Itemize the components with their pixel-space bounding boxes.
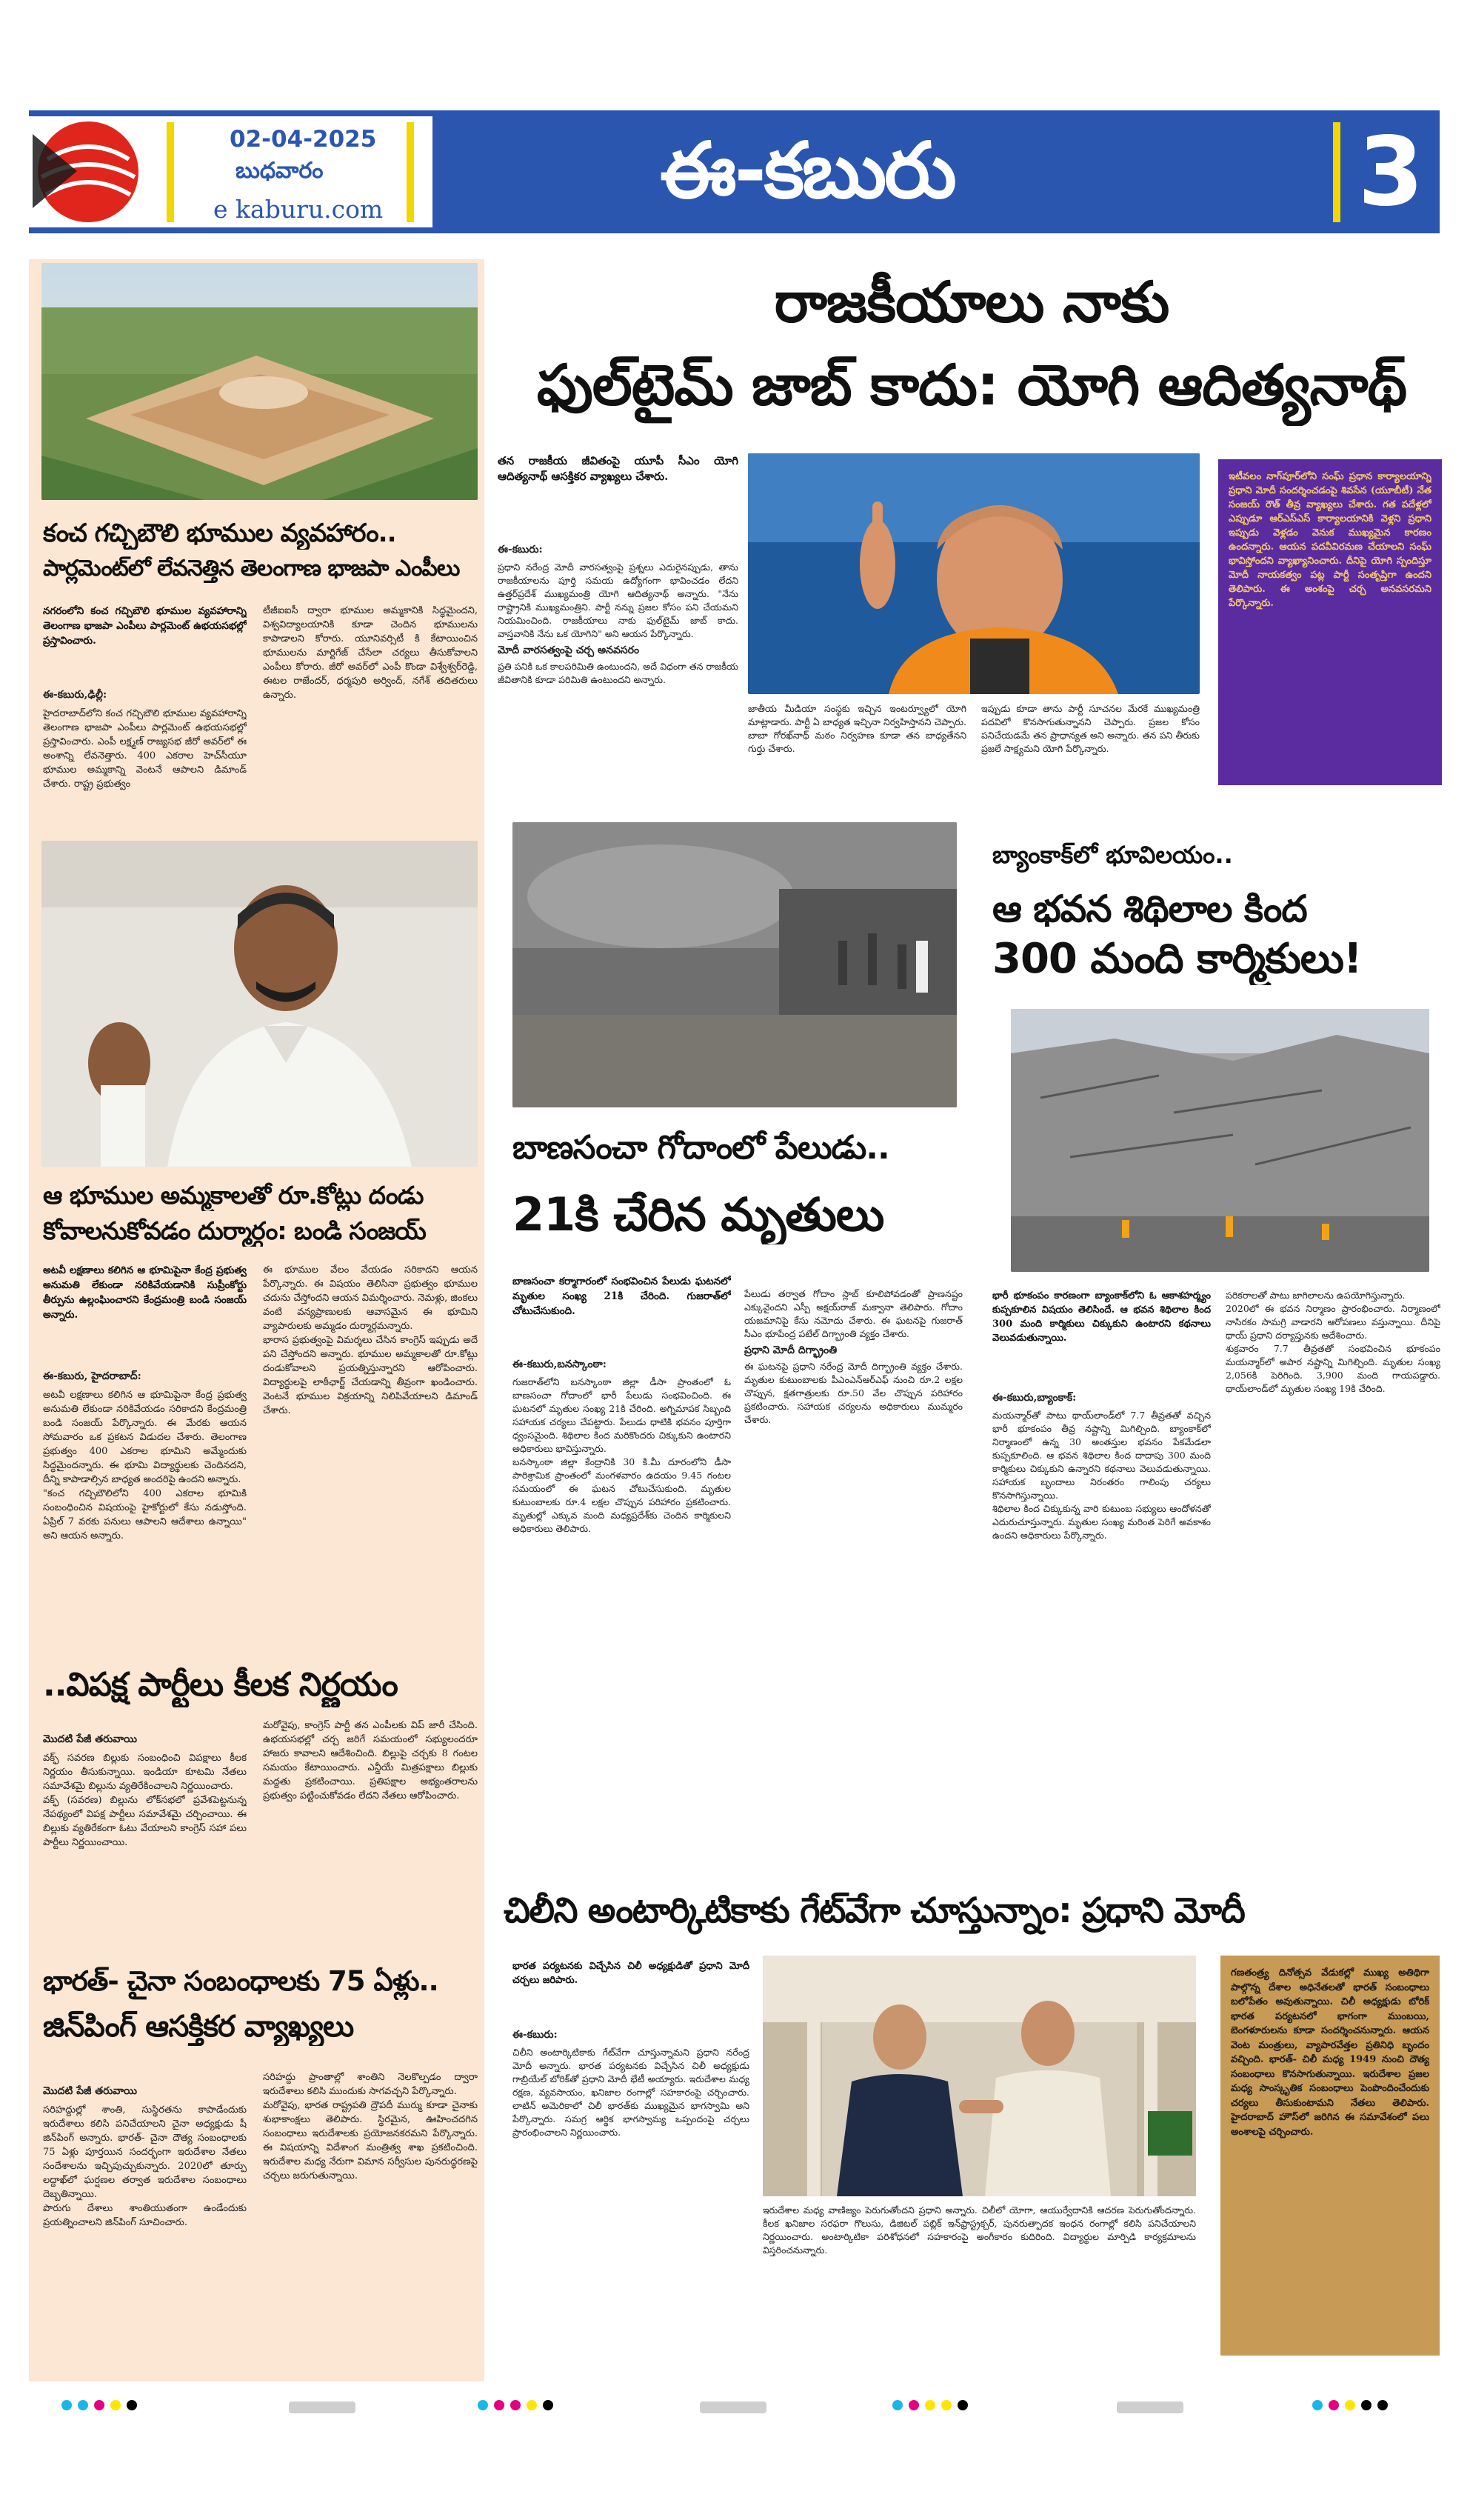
blast-photo — [512, 822, 957, 1107]
blast-body-2b: ఈ ఘటనపై ప్రధాని నరేంద్ర మోదీ దిగ్భ్రాంతి వ్యక్తం చేశారు. మృతుల కుటుంబాలకు పీఎంఎన్‌ఆర్‌ఎఫ్‌ నుంచి రూ.2 లక్షల చొప్పున, క్షతగాత్రులకు రూ.50 వేల చొప్పున పరిహారం ప్రకటించారు. సహాయక చర్యలను అధికారులు ముమ్మరం చేశారు. — [744, 1361, 963, 1425]
china-headline-1: భారత్‌- చైనా సంబంధాలకు 75 ఏళ్లు.. — [43, 1965, 438, 1997]
bandi-headline-2: కోవాలనుకోవడం దుర్మార్గం: బండి సంజయ్ — [43, 1216, 426, 1245]
gold-sidebar-text: గణతంత్ర్య దినోత్సవ వేడుకల్లో ముఖ్య అతిథిగా పాల్గొన్న దేశాల అధినేతలతో భారత్‌ సంబంధాలు బలోపేతం అవుతున్నాయి. చిలీ అధ్యక్షుడు బోరిక్‌ భారత పర్యటనలో భాగంగా ముంబయి, బెంగళూరులను కూడా సందర్శించనున్నారు. ఆయన వెంట మంత్రులు, వ్యాపారవేత్తల ప్రతినిధి బృందం వచ్చింది. భారత్‌- చిలీ మధ్య 1949 నుంచి దౌత్య సంబంధాలు కొనసాగుతున్నాయి. ఇరుదేశాల ప్రజల మధ్య సాంస్కృతిక సంబంధాలు పెంపొందించేందుకు చర్యలు తీసుకుంటామని నేతలు తెలిపారు. హైదరాబాద్‌ హౌస్‌లో జరిగిన ఈ సమావేశంలో పలు అంశాలపై చర్చించారు. — [1231, 1967, 1429, 2138]
opposition-body-1: వక్ఫ్‌ సవరణ బిల్లుకు సంబంధించి విపక్షాలు కీలక నిర్ణయం తీసుకున్నాయి. ఇండియా కూటమి నేతలు సమావేశమై బిల్లును వ్యతిరేకించాలని నిర్ణయించారు. వక్ఫ్‌ (సవరణ) బిల్లును లోక్‌సభలో ప్రవేశపెట్టనున్న నేపథ్యంలో విపక్ష పార్టీలు సమావేశమై చర్చించాయి. ఈ బిల్లుకు వ్యతిరేకంగా ఓటు వేయాలని కాంగ్రెస్‌ సహా పలు పార్టీలు నిర్ణయించాయి. — [43, 1753, 247, 1848]
bandi-body-1: అటవీ లక్షణాలు కలిగిన ఆ భూమిపైనా కేంద్ర ప్రభుత్వ అనుమతి లేకుండా నరికివేయడం సరికాదని కేంద్రమంత్రి బండి సంజయ్‌ పేర్కొన్నారు. ఈ మేరకు ఆయన సోమవారం ఒక ప్రకటన విడుదల చేశారు. తెలంగాణ ప్రభుత్వం 400 ఎకరాల భూమిని అమ్మేందుకు సిద్ధమైందన్నారు. ఈ భూమి విద్యార్థులకు చెందినదని, దీన్ని కాపాడాల్సిన బాధ్యత అందరిపై ఉందని అన్నారు. "కంచ గచ్చిబౌలిలోని 400 ఎకరాల భూమికి సంబంధించిన విషయంపై హైకోర్టులో కేసు నడుస్తోంది. ఏప్రిల్‌ 7 వరకు పనులు ఆపాలని ఆదేశాలు ఉన్నాయి" అని ఆయన అన్నారు. — [43, 1390, 247, 1541]
bandi-sanjay-photo — [41, 841, 478, 1167]
kancha-byline: ఈ-కబురు,ఢిల్లీ: — [43, 689, 107, 701]
parliament-photo — [41, 263, 478, 500]
opposition-col-1 — [43, 1719, 247, 1930]
gold-sidebar — [1220, 1956, 1440, 2356]
china-body-1: సరిహద్దుల్లో శాంతి, సుస్థిరతను కాపాడేందుకు ఇరుదేశాలు కలిసి పనిచేయాలని చైనా అధ్యక్షుడు షీ జిన్‌పింగ్‌ అన్నారు. భారత్‌- చైనా దౌత్య సంబంధాలకు 75 ఏళ్లు పూర్తయిన సందర్భంగా ఇరుదేశాల నేతలు సందేశాలను ఇచ్చిపుచ్చుకున్నారు. 2020లో తూర్పు లద్దాఖ్‌లో ఘర్షణల తర్వాత ఇరుదేశాల సంబంధాలు దెబ్బతిన్నాయి. పొరుగు దేశాలు శాంతియుతంగా ఉండేందుకు ప్రయత్నించాలని జిన్‌పింగ్‌ సూచించారు. — [43, 2104, 247, 2228]
kancha-col-1 — [43, 674, 247, 804]
registration-marks-4 — [1312, 2400, 1401, 2415]
bangkok-headline-2: 300 మంది కార్మికులు! — [992, 935, 1362, 983]
bandi-byline: ఈ-కబురు, హైదరాబాద్‌: — [43, 1370, 141, 1382]
kancha-lead: నగరంలోని కంచ గచ్చిబౌలి భూముల వ్యవహారాన్ని తెలంగాణ భాజపా ఎంపీలు పార్లమెంట్‌ ఉభయసభల్లో ప్రస్తావించారు. — [43, 605, 247, 647]
chile-lead: భారత పర్యటనకు విచ్చేసిన చిలీ అధ్యక్షుడితో ప్రధాని మోదీ చర్చలు జరిపారు. — [512, 1961, 749, 1986]
yogi-body-1b: ప్రతి పనికి ఒక కాలపరిమితి ఉంటుందని, అదే విధంగా తన రాజకీయ జీవితానికి కూడా పరిమితి ఉంటుందని అన్నారు. — [498, 661, 738, 685]
site-url: e kaburu.com — [213, 195, 384, 224]
registration-marks-2 — [478, 2400, 567, 2415]
blast-col-2 — [744, 1274, 963, 1848]
blast-body-2: పేలుడు తర్వాత గోదాం స్లాబ్‌ కూలిపోవడంతో ప్రాణనష్టం ఎక్కువైందని ఎస్పీ అక్షయ్‌రాజ్‌ మక్వానా తెలిపారు. గోదాం యజమానిపై కేసు నమోదు చేశారు. ఈ ఘటనపై గుజరాత్‌ సీఎం భూపేంద్ర పటేల్‌ దిగ్భ్రాంతి వ్యక్తం చేశారు. — [744, 1288, 963, 1339]
yogi-headline-1: రాజకీయాలు నాకు — [774, 269, 1169, 335]
bangkok-byline: ఈ-కబురు,బ్యాంకాక్‌: — [992, 1392, 1077, 1404]
blast-col-1 — [512, 1344, 731, 1848]
opposition-headline: ..విపక్ష పార్టీలు కీలక నిర్ణయం — [43, 1666, 398, 1704]
yellow-bar-3 — [1333, 122, 1340, 222]
bandi-col-2: ఈ భూముల వేలం వేయడం సరికాదని ఆయన పేర్కొన్నారు. ఈ విషయం తెలిసినా ప్రభుత్వం భూముల చదును చేస్తోందని ఆయన విమర్శించారు. నెమళ్లు, జింకలు వంటి వన్యప్రాణులకు ఆవాసమైన ఈ భూమిని వ్యాపారులకు అమ్మడం దుర్మార్గమన్నారు. భారాస ప్రభుత్వంపై విమర్శలు చేసిన కాంగ్రెస్‌ ఇప్పుడు అదే పని చేస్తోందని అన్నారు. భూముల అమ్మకాలతో రూ.కోట్లు దండుకోవాలని ప్రయత్నిస్తున్నారని ఆరోపించారు. విద్యార్థులపై లాఠీఛార్జ్‌ చేయడాన్ని తీవ్రంగా ఖండించారు. వెంటనే భూముల విక్రయాన్ని నిలిపివేయాలని డిమాండ్‌ చేశారు. — [263, 1264, 478, 1416]
purple-sidebar-text: ఇటీవలం నాగ్‌పూర్‌లోని సంఘ్‌ ప్రధాన కార్యాలయాన్ని ప్రధాని మోదీ సందర్శించడంపై శివసేన (యూబీటీ) నేత సంజయ్‌ రౌత్‌ తీవ్ర వ్యాఖ్యలు చేశారు. గత పదేళ్లలో ఎప్పుడూ ఆర్‌ఎస్‌ఎస్‌ కార్యాలయానికి వెళ్లని ప్రధాని ఇప్పుడు వెళ్లడం వెనుక ముఖ్యమైన కారణం ఉందన్నారు. ఆయన పదవీవిరమణ చేయాలని సంఘ్‌ భావిస్తోందని వ్యాఖ్యానించారు. దీనిపై యోగి స్పందిస్తూ మోదీ నాయకత్వం పట్ల పార్టీ సంతృప్తిగా ఉందని తెలిపారు. ఈ అంశంపై చర్చ అనవసరమని పేర్కొన్నారు. — [1229, 471, 1431, 609]
modi-boric-photo — [763, 1956, 1196, 2196]
grey-bar-2 — [700, 2401, 766, 2413]
chile-body-1: చిలీని అంటార్కిటికాకు గేట్‌వేగా చూస్తున్నామని ప్రధాని నరేంద్ర మోదీ అన్నారు. భారత పర్యటనకు విచ్చేసిన చిలీ అధ్యక్షుడు గాబ్రియేల్‌ బోరిక్‌తో ప్రధాని మోదీ భేటీ అయ్యారు. ఇరుదేశాల మధ్య రక్షణ, వ్యవసాయం, ఖనిజాల రంగాల్లో సహకారంపై చర్చించారు. లాటిన్‌ అమెరికాలో చిలీ భారత్‌కు ముఖ్యమైన భాగస్వామి అని పేర్కొన్నారు. సమగ్ర ఆర్థిక భాగస్వామ్య ఒప్పందంపై చర్చలు ప్రారంభించాలని నిర్ణయించారు. — [512, 2047, 749, 2138]
issue-day: బుధవారం — [235, 158, 324, 184]
yellow-bar-2 — [407, 122, 414, 222]
yogi-col-3: ఇప్పుడు కూడా తాను పార్టీ సూచనల మేరకే ముఖ్యమంత్రి పదవిలో కొనసాగుతున్నానని చెప్పారు. ప్రజల కోసం పనిచేయడమే తన ప్రాధాన్యత అని అన్నారు. తన పని తీరుకు ప్రజలే సాక్ష్యమని యోగి పేర్కొన్నారు. — [981, 703, 1200, 754]
registration-marks-3 — [892, 2400, 981, 2415]
blast-headline-2: 21కి చేరిన మృతులు — [512, 1187, 884, 1241]
yogi-col-2: జాతీయ మీడియా సంస్థకు ఇచ్చిన ఇంటర్వ్యూలో యోగి మాట్లాడారు. పార్టీ ఏ బాధ్యత ఇచ్చినా నిర్వహిస్తానని చెప్పారు. బాబా గోరఖ్‌నాథ్‌ మఠం నిర్వహణ కూడా తన బాధ్యతేనని గుర్తు చేశారు. — [748, 703, 966, 754]
kancha-col-2: టీజీఐఐసీ ద్వారా భూముల అమ్మకానికి సిద్ధమైందని, విశ్వవిద్యాలయానికి కూడా చెందిన భూములను కాపాడాలని కోరారు. యూనివర్సిటీ కి కేటాయించిన భూములను మార్టిగేజ్‌ చేసేలా చర్యలు తీసుకోవాలని ఎంపీలు కోరారు. జీరో అవర్‌లో ఎంపీ కొండా విశ్వేశ్వర్‌రెడ్డి, ఈటల రాజేందర్‌, ధర్మపురి అర్వింద్‌, నగేశ్‌ తదితరులు ఉన్నారు. — [263, 605, 478, 701]
yogi-col-1 — [498, 530, 738, 789]
purple-sidebar — [1218, 459, 1442, 785]
opposition-col-2: మరోవైపు, కాంగ్రెస్‌ పార్టీ తన ఎంపీలకు విప్‌ జారీ చేసింది. ఉభయసభల్లో చర్చ జరిగే సమయంలో సభ్యులందరూ హాజరు కావాలని ఆదేశించింది. బిల్లుపై చర్చకు 8 గంటల సమయం కేటాయించారు. ఎన్డీయే మిత్రపక్షాలు బిల్లుకు మద్దతు ప్రకటించాయి. ప్రతిపక్షాల అభ్యంతరాలను ప్రభుత్వం పట్టించుకోవడం లేదని నేతలు ఆరోపించారు. — [263, 1720, 478, 1801]
grey-bar-1 — [289, 2401, 355, 2413]
bangkok-body-1: మయన్మార్‌తో పాటు థాయ్‌లాండ్‌లో 7.7 తీవ్రతతో వచ్చిన భారీ భూకంపం తీవ్ర నష్టాన్ని మిగిల్చింది. బ్యాంకాక్‌లో నిర్మాణంలో ఉన్న 30 అంతస్తుల భవనం పేకమేడలా కుప్పకూలింది. ఆ భవన శిథిలాల కింద దాదాపు 300 మంది కార్మికులు చిక్కుకుని ఉన్నారని కథనాలు వెలువడుతున్నాయి. సహాయక బృందాలు నిరంతరం గాలింపు చర్యలు కొనసాగిస్తున్నాయి. శిథిలాల కింద చిక్కుకున్న వారి కుటుంబ సభ్యులు ఆందోళనతో ఎదురుచూస్తున్నారు. మృతుల సంఖ్య మరింత పెరిగే అవకాశం ఉందని అధికారులు పేర్కొన్నారు. — [992, 1410, 1211, 1541]
bangkok-col-2: పరికరాలతో పాటు జాగిలాలను ఉపయోగిస్తున్నారు. 2020లో ఈ భవన నిర్మాణం ప్రారంభించారు. నిర్మాణంలో నాసిరకం సామగ్రి వాడారని ఆరోపణలు వస్తున్నాయి. దీనిపై థాయ్‌ ప్రధాని దర్యాప్తునకు ఆదేశించారు. శుక్రవారం 7.7 తీవ్రతతో సంభవించిన భూకంపం మయన్మార్‌లో అపార నష్టాన్ని మిగిల్చింది. మృతుల సంఖ్య 2,056కి పెరిగింది. 3,900 మంది గాయపడ్డారు. థాయ్‌లాండ్‌లో మృతుల సంఖ్య 19కి చేరింది. — [1226, 1290, 1440, 1394]
yogi-subhead: మోదీ వారసత్వంపై చర్చ అనవసరం — [498, 644, 640, 656]
blast-headline-1: బాణసంచా గోదాంలో పేలుడు.. — [512, 1129, 889, 1167]
bangkok-col-1 — [992, 1378, 1211, 1848]
grey-bar-3 — [1117, 2401, 1183, 2413]
bangkok-headline-small: బ్యాంకాక్‌లో భూవిలయం.. — [992, 841, 1233, 869]
bangkok-rubble-photo — [1011, 1009, 1429, 1272]
issue-date: 02-04-2025 — [230, 126, 377, 153]
chile-byline: ఈ-కబురు: — [512, 2029, 558, 2041]
bangkok-headline-1: ఆ భవన శిథిలాల కింద — [992, 887, 1307, 930]
yellow-bar-1 — [167, 122, 174, 222]
china-col-2: సరిహద్దు ప్రాంతాల్లో శాంతిని నెలకొల్పడం ద్వారా ఇరుదేశాలు కలిసి ముందుకు సాగవచ్చని పేర్కొన్నారు. మరోవైపు, భారత రాష్ట్రపతి ద్రౌపదీ ముర్ము కూడా చైనాకు శుభాకాంక్షలు తెలిపారు. స్థిరమైన, ఊహించదగిన సంబంధాలు ఇరుదేశాలకు ప్రయోజనకరమని పేర్కొన్నారు. ఈ విషయాన్ని విదేశాంగ మంత్రిత్వ శాఖ ప్రకటించింది. ఇరుదేశాల మధ్య నేరుగా విమాన సర్వీసుల పునరుద్ధరణపై చర్చలు జరుగుతున్నాయి. — [263, 2072, 478, 2181]
page-number: 3 — [1357, 117, 1424, 227]
masthead-title: ఈ-కబురు — [660, 125, 955, 216]
opposition-byline: మొదటి పేజీ తరువాయి — [43, 1733, 137, 1745]
china-col-1 — [43, 2070, 247, 2367]
blast-body-1: గుజరాత్‌లోని బనస్కాంఠా జిల్లా డీసా ప్రాంతంలో ఓ బాణసంచా గోదాంలో భారీ పేలుడు సంభవించింది. ఈ ఘటనలో మృతుల సంఖ్య 21కి చేరింది. అగ్నిమాపక సిబ్బంది సహాయక చర్యలు చేపట్టారు. పేలుడు ధాటికి భవనం పూర్తిగా ధ్వంసమైంది. శిథిలాల కింద మరికొందరు చిక్కుకుని ఉంటారని అధికారులు భావిస్తున్నారు. బనస్కాంఠా జిల్లా కేంద్రానికి 30 కి.మీ దూరంలోని డీసా పారిశ్రామిక ప్రాంతంలో మంగళవారం ఉదయం 9.45 గంటల సమయంలో ఈ ఘటన చోటుచేసుకుంది. మృతుల కుటుంబాలకు రూ.4 లక్షల చొప్పున పరిహారం ప్రకటించారు. మృతుల్లో ఎక్కువ మంది మధ్యప్రదేశ్‌కు చెందిన కార్మికులని అధికారులు తెలిపారు. — [512, 1376, 731, 1534]
bangkok-lead: భారీ భూకంపం కారణంగా బ్యాంకాక్‌లోని ఓ ఆకాశహర్మ్యం కుప్పకూలిన విషయం తెలిసిందే. ఆ భవన శిథిలాల కింద 300 మంది కార్మికులు చిక్కుకుని ఉంటారని కథనాలు వెలువడుతున్నాయి. — [992, 1290, 1211, 1344]
chile-col-1 — [512, 2015, 749, 2359]
bandi-lead: అటవీ లక్షణాలు కలిగిన ఆ భూమిపైనా కేంద్ర ప్రభుత్వ అనుమతి లేకుండా నరికివేయడానికి సుప్రీంకోర్టు తీర్పును ఉల్లంఘించారని కేంద్రమంత్రి బండి సంజయ్‌ అన్నారు. — [43, 1264, 247, 1321]
chile-headline: చిలీని అంటార్కిటికాకు గేట్‌వేగా చూస్తున్నాం: ప్రధాని మోదీ — [504, 1890, 1245, 1931]
kancha-body-1: హైదరాబాద్‌లోని కంచ గచ్చిబౌలి భూముల వ్యవహారాన్ని తెలంగాణ భాజపా ఎంపీలు పార్లమెంట్‌ ఉభయసభల్లో ప్రస్తావించారు. ఎంపీ లక్ష్మణ్‌ రాజ్యసభ జీరో అవర్‌లో ఈ అంశాన్ని లేవనెత్తారు. 400 ఎకరాల హెచ్‌సీయూ భూముల అమ్మకాన్ని వెంటనే ఆపాలని డిమాండ్‌ చేశారు. రాష్ట్ర ప్రభుత్వం — [43, 708, 247, 790]
yogi-body-1: ప్రధాని నరేంద్ర మోదీ వారసత్వంపై ప్రశ్నలు ఎదురైనప్పుడు, తాను రాజకీయాలను పూర్తి సమయ ఉద్యోగంగా భావించడం లేదని ఉత్తర్‌ప్రదేశ్‌ ముఖ్యమంత్రి యోగి ఆదిత్యనాథ్‌ అన్నారు. "నేను రాష్ట్రానికి ముఖ్యమంత్రిని. పార్టీ నన్ను ప్రజల కోసం పని చేయమని నియమించింది. రాజకీయాలు నాకు ఫుల్‌టైమ్‌ జాబ్‌ కాదు. వాస్తవానికి నేను ఒక యోగిని" అని ఆయన పేర్కొన్నారు. — [498, 561, 738, 639]
china-byline: మొదటి పేజీ తరువాయి — [43, 2085, 137, 2097]
china-headline-2: జిన్‌పింగ్ ఆసక్తికర వ్యాఖ్యలు — [43, 2010, 354, 2044]
yogi-byline: ఈ-కబురు: — [498, 544, 543, 556]
kancha-headline-1: కంచ గచ్చిబౌలి భూముల వ్యవహారం.. — [43, 519, 396, 548]
blast-byline: ఈ-కబురు,బనస్కాంఠా: — [512, 1359, 607, 1370]
chile-col-2: ఇరుదేశాల మధ్య వాణిజ్యం పెరుగుతోందని ప్రధాని అన్నారు. చిలీలో యోగా, ఆయుర్వేదానికి ఆదరణ పెరుగుతోందన్నారు. కీలక ఖనిజాల సరఫరా గొలుసు, డిజిటల్‌ పబ్లిక్‌ ఇన్‌ఫ్రాస్ట్రక్చర్‌, పునరుత్పాదక ఇంధన రంగాల్లో కలిసి పనిచేయాలని నిర్ణయించారు. అంటార్కిటికా పరిశోధనలో సహకారంపై అంగీకారం కుదిరింది. విద్యార్థుల మార్పిడి కార్యక్రమాలను విస్తరించనున్నారు. — [763, 2204, 1196, 2256]
kancha-headline-2: పార్లమెంట్‌లో లేవనెత్తిన తెలంగాణ భాజపా ఎంపీలు — [43, 556, 460, 581]
bandi-col-1 — [43, 1356, 247, 1652]
yogi-photo — [748, 453, 1200, 694]
registration-marks-1 — [61, 2400, 150, 2415]
yogi-headline-2: ఫుల్‌టైమ్ జాబ్ కాదు: యోగి ఆదిత్యనాథ్ — [536, 352, 1407, 418]
logo — [33, 119, 144, 225]
bandi-headline-1: ఆ భూముల అమ్మకాలతో రూ.కోట్లు దండు — [43, 1181, 424, 1210]
blast-lead: బాణసంచా కర్మాగారంలో సంభవించిన పేలుడు ఘటనలో మృతుల సంఖ్య 21కి చేరింది. గుజరాత్‌లో చోటుచేసుకుంది. — [512, 1276, 731, 1317]
yogi-lead: తన రాజకీయ జీవితంపై యూపీ సీఎం యోగి ఆదిత్యనాథ్‌ ఆసక్తికర వ్యాఖ్యలు చేశారు. — [498, 454, 738, 483]
blast-subhead: ప్రధాని మోదీ దిగ్భ్రాంతి — [744, 1344, 838, 1356]
